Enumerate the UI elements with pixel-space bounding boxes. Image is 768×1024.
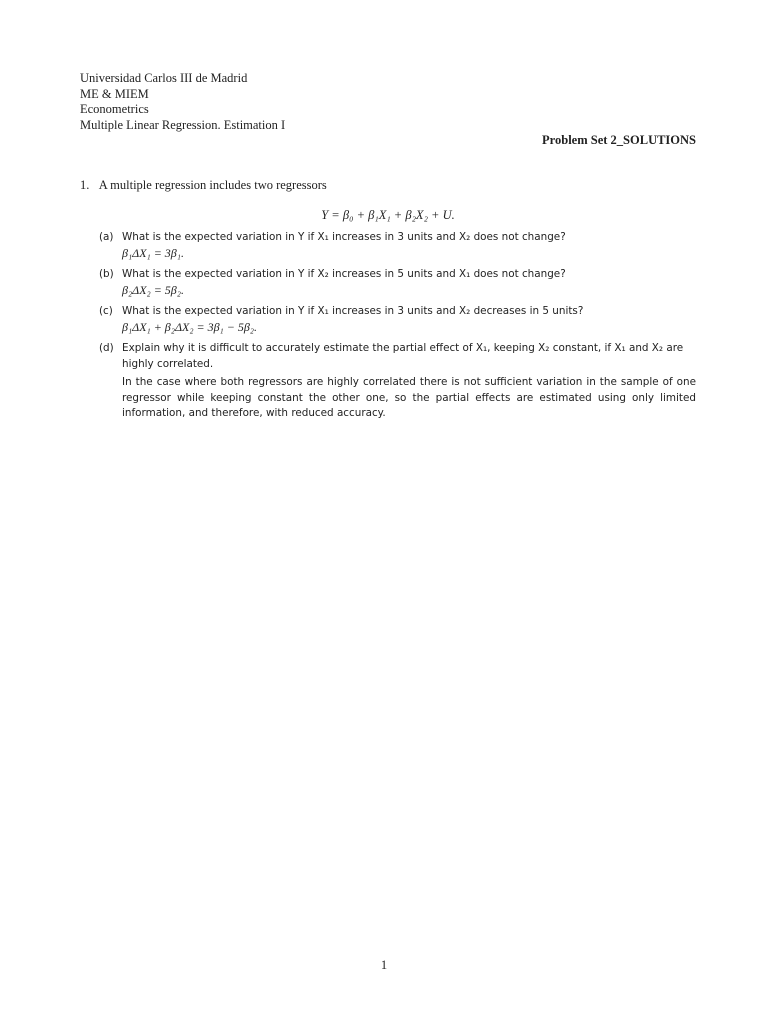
part-answer: β₂ΔX₂ = 5β₂. [122,282,184,297]
part-a [99,230,696,261]
university-name: Universidad Carlos III de Madrid [80,71,248,85]
part-question: Explain why it is difficult to accurately estimate the partial effect of X₁, keeping X₂ constant, if X₁ and X₂ are highly correlated. [122,342,684,370]
question-intro [80,178,696,195]
part-label: (d) [99,342,114,354]
part-answer: β₁ΔX₁ = 3β₁. [122,245,184,260]
part-question: What is the expected variation in Y if X₂ increases in 5 units and X₁ does not change? [122,268,566,280]
topic-name: Multiple Linear Regression. Estimation I [80,117,286,132]
regression-equation: Y = β₀ + β₁X₁ + β₂X₂ + U. [321,207,455,222]
part-d [99,341,696,422]
course-name: Econometrics [80,102,149,116]
part-explanation: In the case where both regressors are highly correlated there is not sufficient variation in the sample of one regressor while keeping constant the other one, so the partial effects are estimated using only limited information, and therefore, with reduced accuracy. [122,376,696,419]
problem-set-title: Problem Set 2_SOLUTIONS [542,133,696,147]
part-label: (b) [99,268,114,280]
part-answer: β₁ΔX₁ + β₂ΔX₂ = 3β₁ − 5β₂. [122,319,257,334]
question-parts [99,230,696,422]
part-question: What is the expected variation in Y if X₁ increases in 3 units and X₂ decreases in 5 units? [122,305,584,317]
document-header [80,71,285,133]
question-intro-text: A multiple regression includes two regressors [98,178,327,192]
question-1 [80,178,696,428]
program-name: ME & MIEM [80,86,149,101]
part-question: What is the expected variation in Y if X₁ increases in 3 units and X₂ does not change? [122,231,566,243]
page-number: 1 [380,958,388,972]
question-number: 1. [80,178,90,192]
part-b [99,267,696,298]
part-c [99,304,696,335]
part-label: (a) [99,231,114,243]
part-label: (c) [99,305,113,317]
